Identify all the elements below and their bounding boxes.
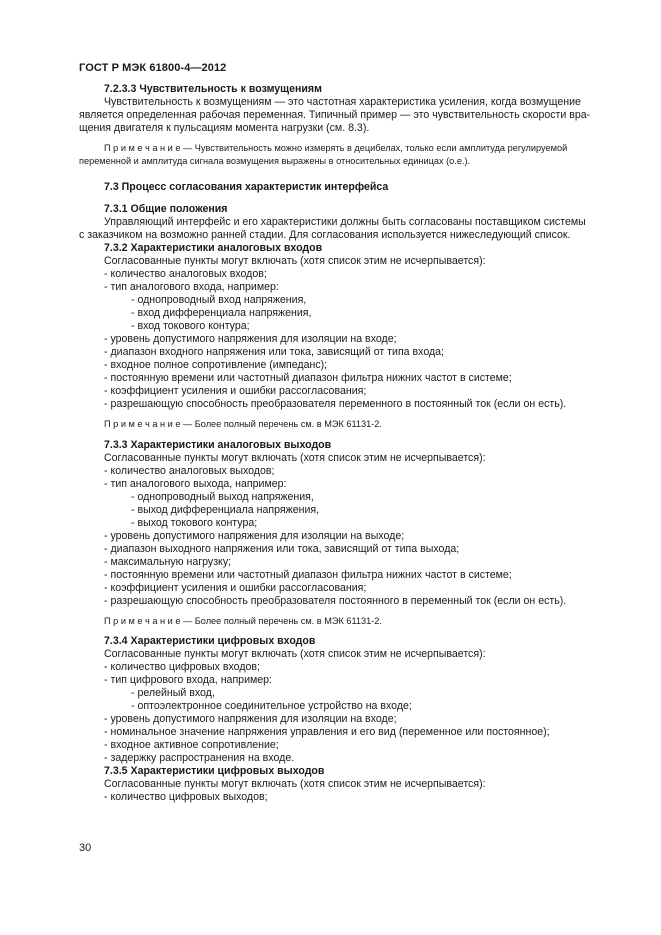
note [104,615,598,628]
note-text: — Более полный перечень см. в МЭК 61131-2. [180,615,382,626]
paragraph-line: Чувствительность к возмущениям — это частотная характеристика усиления, когда возмущение [104,96,581,108]
list-item: - уровень допустимого напряжения для изоляции на входе; [104,713,397,725]
list-intro: Согласованные пункты могут включать (хотя список этим не исчерпывается): [104,255,486,267]
note-label: П р и м е ч а н и е [104,419,181,429]
list-item: - входное активное сопротивление; [104,739,279,751]
list-item: - диапазон входного напряжения или тока, зависящий от типа входа; [104,346,444,358]
list-subitem: - релейный вход, [131,687,215,699]
note-continuation: переменной и амплитуда сигнала возмущения выражены в относительных единицах (о.е.). [79,155,471,166]
paragraph-line: Управляющий интерфейс и его характеристики должны быть согласованы поставщиком системы [104,216,586,228]
list-subitem: - оптоэлектронное соединительное устройство на входе; [131,700,412,712]
list-item: - тип аналогового входа, например: [104,281,279,293]
list-item: - уровень допустимого напряжения для изоляции на выходе; [104,529,405,542]
list-item: - задержку распространения на входе. [104,752,295,764]
standard-header: ГОСТ Р МЭК 61800-4—2012 [79,62,227,74]
list-intro: Согласованные пункты могут включать (хотя список этим не исчерпывается): [104,778,486,790]
note-label: П р и м е ч а н и е [104,143,181,153]
section-7-3-5-heading: 7.3.5 Характеристики цифровых выходов [104,765,325,777]
list-item: - разрешающую способность преобразователя переменного в постоянный ток (если он есть). [104,398,567,410]
list-intro: Согласованные пункты могут включать (хотя список этим не исчерпывается): [104,451,486,464]
list-item: - тип аналогового выхода, например: [104,477,287,490]
list-subitem: - выход токового контура; [131,516,258,529]
note-label: П р и м е ч а н и е [104,615,181,626]
paragraph-line: с заказчиком на возможно ранней стадии. Для согласования используется нижеследующий список. [79,229,571,241]
list-subitem: - однопроводный вход напряжения, [131,294,307,306]
note-text: — Чувствительность можно измерять в децибелах, только если амплитуда регулируемой [180,143,568,153]
page-number: 30 [79,842,92,854]
list-item: - количество аналоговых выходов; [104,464,275,477]
list-subitem: - вход токового контура; [131,320,250,332]
list-item: - максимальную нагрузку; [104,555,232,568]
list-subitem: - вход дифференциала напряжения, [131,307,312,319]
document-body [79,83,598,804]
list-item: - разрешающую способность преобразователя постоянного в переменный ток (если он есть). [104,594,567,607]
section-7-3-2-heading: 7.3.2 Характеристики аналоговых входов [104,242,323,254]
paragraph-line: щения двигателя к пульсациям момента нагрузки (см. 8.3). [79,122,370,134]
list-item: - диапазон выходного напряжения или тока, зависящий от типа выхода; [104,542,460,555]
list-subitem: - выход дифференциала напряжения, [131,503,320,516]
list-item: - постоянную времени или частотный диапазон фильтра нижних частот в системе; [104,568,512,581]
section-7-3-1-heading: 7.3.1 Общие положения [104,203,228,215]
list-subitem: - однопроводный выход напряжения, [131,490,314,503]
list-item: - входное полное сопротивление (импеданс); [104,359,328,371]
section-7-3-4-heading: 7.3.4 Характеристики цифровых входов [104,635,316,647]
section-7-2-3-3-heading: 7.2.3.3 Чувствительность к возмущениям [104,83,322,95]
list-item: - количество аналоговых входов; [104,268,267,280]
paragraph-line: является определенная рабочая переменная. Типичный пример — это чувствительность скорости вра- [79,109,591,121]
list-item: - уровень допустимого напряжения для изоляции на входе; [104,333,397,345]
section-7-3-heading: 7.3 Процесс согласования характеристик интерфейса [104,181,389,193]
list-item: - количество цифровых входов; [104,661,260,673]
note-text: — Более полный перечень см. в МЭК 61131-2. [180,419,382,429]
list-intro: Согласованные пункты могут включать (хотя список этим не исчерпывается): [104,648,486,660]
list-item: - номинальное значение напряжения управления и его вид (переменное или постоянное); [104,726,550,738]
section-7-3-3-heading: 7.3.3 Характеристики аналоговых выходов [104,438,332,451]
list-item: - количество цифровых выходов; [104,791,268,803]
note [104,418,598,431]
note [104,142,598,155]
list-item: - коэффициент усиления и ошибки рассогласования; [104,581,367,594]
list-item: - постоянную времени или частотный диапазон фильтра нижних частот в системе; [104,372,512,384]
list-item: - коэффициент усиления и ошибки рассогласования; [104,385,367,397]
list-item: - тип цифрового входа, например: [104,674,272,686]
